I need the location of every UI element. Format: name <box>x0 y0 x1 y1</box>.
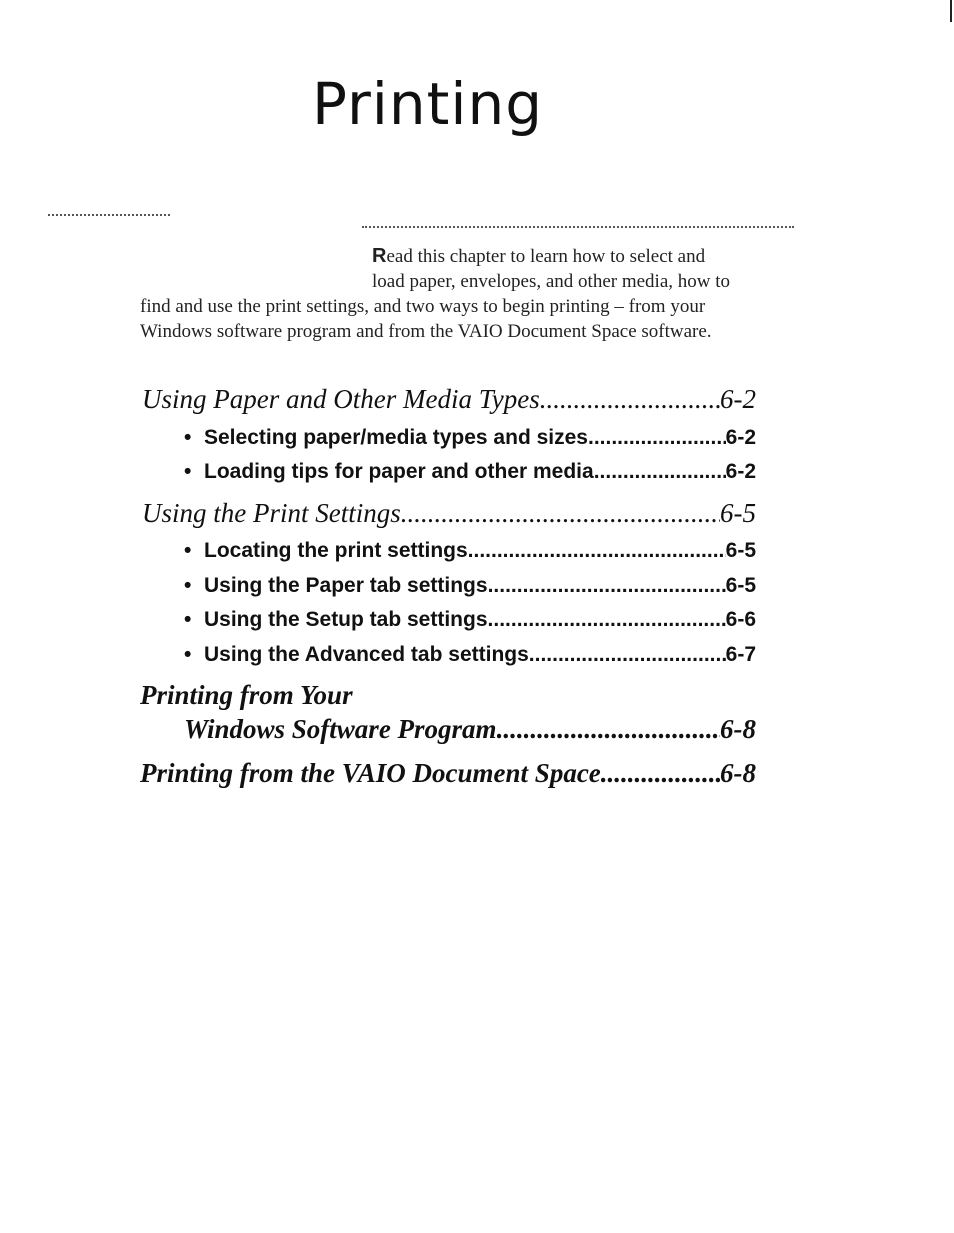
toc-leader-dots <box>588 426 726 450</box>
toc-leader-dots <box>401 498 720 529</box>
toc-entry-page: 6-8 <box>720 714 756 744</box>
toc-subentry-label-wrap <box>184 643 529 667</box>
toc-entry-label: Using the Print Settings <box>142 498 401 528</box>
toc-leader-dots <box>529 643 726 667</box>
toc-subentry-page: 6-2 <box>725 426 756 449</box>
toc-entry-vaio-document-space[interactable] <box>140 758 756 789</box>
toc-subentry-loading-tips[interactable] <box>184 460 756 484</box>
toc-subentry-label-wrap <box>184 608 488 632</box>
toc-subentry-label-wrap <box>184 539 468 563</box>
toc-subentry-selecting-paper[interactable] <box>184 426 756 450</box>
intro-line-3: find and use the print settings, and two ways to begin printing – from your <box>140 296 706 317</box>
toc-leader-dots <box>468 539 726 563</box>
intro-line-4: Windows software program and from the VAIO Document Space software. <box>140 321 712 342</box>
toc-leader-dots <box>497 714 720 745</box>
page-edge-mark <box>950 0 952 22</box>
toc-entry-label: Printing from the VAIO Document Space <box>140 758 601 788</box>
bullet-icon: • <box>184 608 192 631</box>
toc-subentry-locating-settings[interactable] <box>184 539 756 563</box>
toc-subentry-label-wrap <box>184 426 588 450</box>
bullet-icon: • <box>184 643 192 666</box>
toc-subentry-label-wrap <box>184 574 488 598</box>
dotted-rule-right <box>362 226 794 228</box>
toc-subentry-paper-tab[interactable] <box>184 574 756 598</box>
toc-subentry-page: 6-2 <box>725 460 756 483</box>
toc-entry-page: 6-5 <box>720 498 756 528</box>
toc-entry-windows-program[interactable] <box>184 714 756 745</box>
toc-subentry-label: Loading tips for paper and other media <box>204 460 594 483</box>
intro-line-1 <box>372 244 800 269</box>
chapter-title: Printing <box>312 70 544 138</box>
toc-leader-dots <box>540 384 720 415</box>
bullet-icon: • <box>184 426 192 449</box>
toc-leader-dots <box>488 574 726 598</box>
toc-entry-page: 6-8 <box>720 758 756 788</box>
toc-subentry-label: Using the Setup tab settings <box>204 608 488 631</box>
intro-line-1-text: ead this chapter to learn how to select and <box>386 246 706 267</box>
toc-subentry-page: 6-5 <box>725 539 756 562</box>
toc-leader-dots <box>488 608 726 632</box>
toc-subentry-label: Using the Paper tab settings <box>204 574 488 597</box>
toc-leader-dots <box>601 758 720 789</box>
toc-entry-label: Windows Software Program <box>184 714 497 744</box>
toc-entry-using-paper[interactable] <box>142 384 756 415</box>
toc-subentry-label: Selecting paper/media types and sizes <box>204 426 588 449</box>
toc-subentry-advanced-tab[interactable] <box>184 643 756 667</box>
bullet-icon: • <box>184 574 192 597</box>
toc-subentry-label-wrap <box>184 460 594 484</box>
intro-paragraph <box>140 244 800 344</box>
toc-subentry-page: 6-7 <box>725 643 756 666</box>
intro-line-2: load paper, envelopes, and other media, how to <box>372 271 731 292</box>
toc-subentry-page: 6-6 <box>725 608 756 631</box>
drop-cap: R <box>372 245 387 267</box>
bullet-icon: • <box>184 539 192 562</box>
toc-entry-print-settings[interactable] <box>142 498 756 529</box>
toc-subentry-label: Locating the print settings <box>204 539 468 562</box>
toc-leader-dots <box>594 460 726 484</box>
dotted-rule-left <box>48 214 170 216</box>
bullet-icon: • <box>184 460 192 483</box>
toc-subentry-label: Using the Advanced tab settings <box>204 643 529 666</box>
toc-subentry-page: 6-5 <box>725 574 756 597</box>
toc-entry-windows-program-line1[interactable]: Printing from Your <box>140 680 353 710</box>
toc-subentry-setup-tab[interactable] <box>184 608 756 632</box>
toc-entry-page: 6-2 <box>720 384 756 414</box>
toc-entry-label: Using Paper and Other Media Types <box>142 384 540 414</box>
